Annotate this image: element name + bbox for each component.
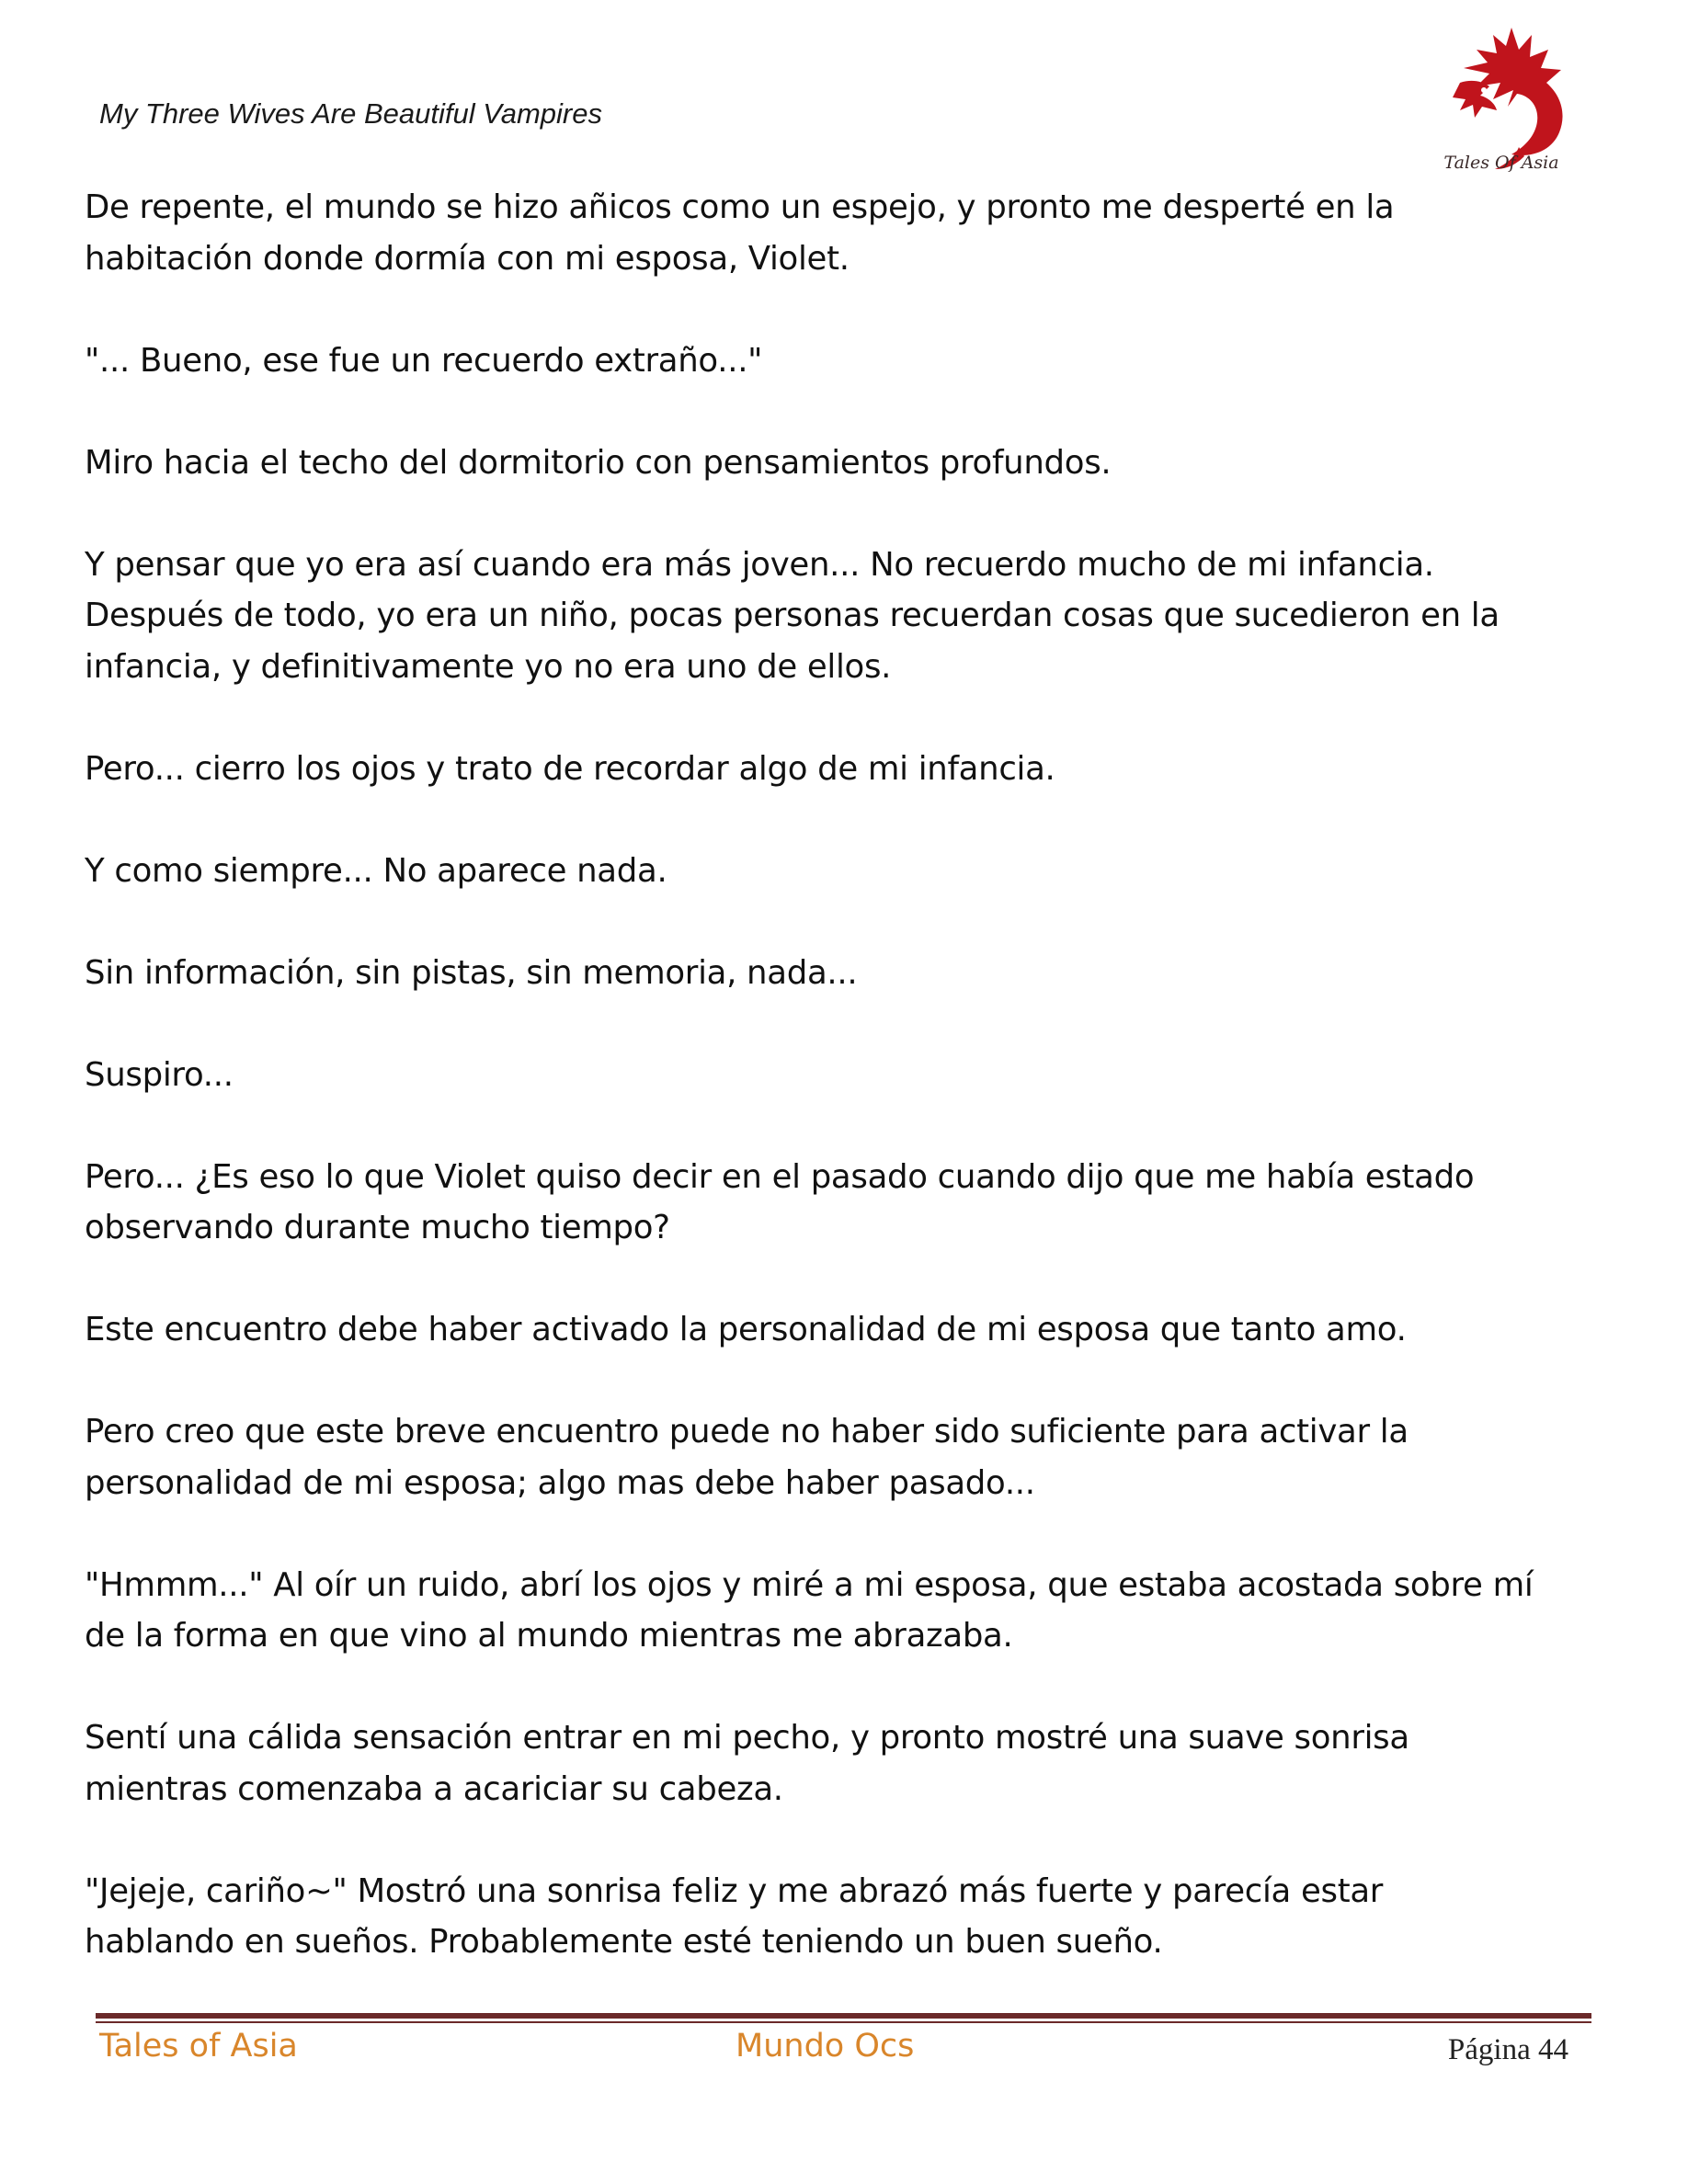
paragraph: Sentí una cálida sensación entrar en mi pecho, y pronto mostré una suave sonrisa mientras comenzaba a acariciar su cabeza. [85,1719,1409,1808]
paragraph: "... Bueno, ese fue un recuerdo extraño..." [85,341,763,380]
paragraph: De repente, el mundo se hizo añicos como un espejo, y pronto me desperté en la habitación donde dormía con mi esposa, Violet. [85,188,1395,278]
paragraph: Y como siempre... No aparece nada. [85,851,667,890]
paragraph: Este encuentro debe haber activado la personalidad de mi esposa que tanto amo. [85,1311,1407,1348]
page-number: Página 44 [1447,2033,1568,2066]
paragraph: Miro hacia el techo del dormitorio con pensamientos profundos. [85,443,1112,482]
paragraph: "Hmmm..." Al oír un ruido, abrí los ojos y miré a mi esposa, que estaba acostada sobre mí de la forma en que vino al mundo mientras me abrazaba. [85,1565,1534,1655]
paragraph: Pero... cierro los ojos y trato de recordar algo de mi infancia. [85,749,1055,788]
paragraph: Suspiro... [85,1055,234,1094]
paragraph: Pero creo que este breve encuentro puede no haber sido suficiente para activar la personalidad de mi esposa; algo mas debe haber pasado... [85,1413,1409,1502]
footer-divider [96,2013,1591,2019]
footer-translator: Mundo Ocs [736,2028,915,2065]
paragraph: Sin información, sin pistas, sin memoria, nada... [85,953,858,992]
paragraph: Pero... ¿Es eso lo que Violet quiso decir en el pasado cuando dijo que me había estado observando durante mucho tiempo? [85,1157,1475,1246]
tales-of-asia-logo [1423,18,1580,184]
paragraph: Y pensar que yo era así cuando era más joven... No recuerdo mucho de mi infancia. Después de todo, yo era un niño, pocas personas recuerdan cosas que sucedieron en la infancia, y definitivamente yo no era uno de ellos. [85,545,1500,686]
footer-divider-thin [96,2021,1591,2023]
paragraph: "Jejeje, cariño~" Mostró una sonrisa feliz y me abrazó más fuerte y parecía estar hablando en sueños. Probablemente esté teniendo un buen sueño. [85,1871,1384,1961]
logo-text: Tales Of Asia [1443,153,1559,173]
book-title: My Three Wives Are Beautiful Vampires [99,97,602,130]
footer-site-name: Tales of Asia [99,2028,298,2065]
chapter-body [85,182,1629,2019]
